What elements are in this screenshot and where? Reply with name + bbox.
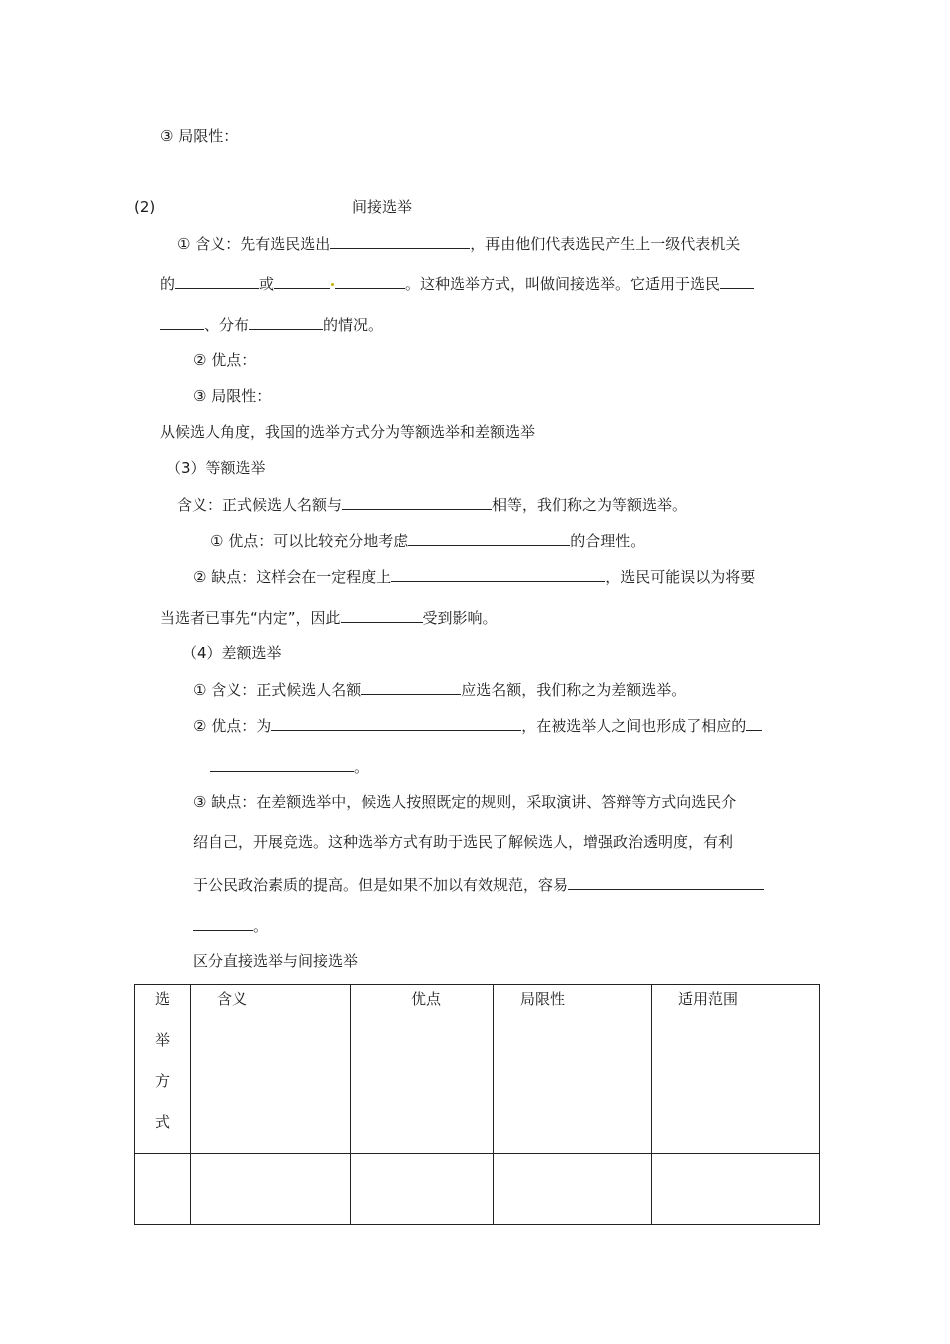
diff-disadvantage-line4 — [193, 915, 268, 935]
header-meaning-cell — [191, 985, 351, 1154]
equal-definition — [177, 494, 687, 514]
fill-blank[interactable] — [175, 273, 259, 289]
diff-advantage-line2 — [210, 756, 369, 776]
table-cell[interactable] — [191, 1154, 351, 1225]
equal-adv-prefix: ① 优点：可以比较充分地考虑 — [210, 532, 409, 550]
fill-blank[interactable] — [160, 314, 204, 330]
fill-blank[interactable] — [193, 915, 253, 931]
equal-def-suffix: 相等，我们称之为等额选举。 — [492, 496, 688, 514]
equal-title: （3）等额选举 — [166, 459, 266, 477]
fill-blank[interactable] — [341, 607, 423, 623]
table-header-row — [135, 985, 820, 1154]
indirect-def-after: ，再由他们代表选民产生上一级代表机关 — [470, 235, 741, 253]
header-advantage-cell — [351, 985, 494, 1154]
indirect-line3-suffix: 的情况。 — [323, 316, 384, 334]
indirect-definition-line1 — [177, 233, 740, 253]
comparison-table — [134, 984, 820, 1225]
diff-disadvantage-line3 — [193, 874, 764, 894]
row-header-char: 式 — [154, 1113, 170, 1131]
diff-disadvantage-line2: 绍自己，开展竞选。这种选举方式有助于选民了解候选人，增强政治透明度，有利 — [193, 833, 734, 851]
header-scope-cell — [652, 985, 820, 1154]
diff-advantage-line1 — [193, 715, 762, 735]
row-header-char: 举 — [154, 1031, 170, 1049]
header-scope: 适用范围 — [678, 990, 739, 1008]
table-cell[interactable] — [135, 1154, 191, 1225]
fill-blank[interactable] — [568, 874, 764, 890]
indirect-def-label: ① 含义：先有选民选出 — [177, 235, 331, 253]
diff-def-suffix: 应选名额，我们称之为差额选举。 — [461, 681, 687, 699]
fill-blank[interactable] — [271, 715, 521, 731]
table-caption: 区分直接选举与间接选举 — [193, 952, 359, 970]
fill-blank[interactable] — [746, 715, 762, 731]
equal-disadvantage-line1 — [193, 566, 755, 586]
indirect-title: 间接选举 — [352, 198, 413, 216]
header-limit-cell — [494, 985, 652, 1154]
diff-adv-prefix: ② 优点：为 — [193, 717, 272, 735]
equal-disadvantage-line2 — [160, 607, 498, 627]
direct-limit-heading: ③ 局限性： — [160, 127, 239, 145]
row-header-char: 方 — [154, 1072, 170, 1090]
fill-blank[interactable] — [274, 273, 330, 289]
indirect-definition-line2 — [160, 273, 754, 293]
diff-def-prefix: ① 含义：正式候选人名额 — [193, 681, 362, 699]
fill-blank[interactable] — [335, 273, 405, 289]
fill-blank[interactable] — [210, 756, 354, 772]
equal-adv-suffix: 的合理性。 — [570, 532, 646, 550]
diff-dis-line3-prefix: 于公民政治素质的提高。但是如果不加以有效规范，容易 — [193, 876, 569, 894]
indirect-line2-or: 或 — [259, 275, 275, 293]
fill-blank[interactable] — [720, 273, 754, 289]
row-header-char: 选 — [154, 990, 170, 1008]
indirect-advantage: ② 优点： — [193, 351, 257, 369]
equal-advantage — [210, 530, 645, 550]
header-limit: 局限性 — [520, 990, 566, 1008]
diff-title: （4）差额选举 — [182, 644, 282, 662]
fill-blank[interactable] — [330, 233, 470, 249]
equal-dis-line2-prefix: 当选者已事先“内定”，因此 — [160, 609, 341, 627]
table-cell[interactable] — [652, 1154, 820, 1225]
diff-adv-suffix: ，在被选举人之间也形成了相应的 — [521, 717, 747, 735]
equal-dis-line2-suffix: 受到影响。 — [422, 609, 498, 627]
indirect-definition-line3 — [160, 314, 383, 334]
diff-adv-line2-suffix: 。 — [354, 758, 370, 776]
equal-def-prefix: 含义：正式候选人名额与 — [177, 496, 343, 514]
fill-blank[interactable] — [391, 566, 605, 582]
diff-dis-line4-suffix: 。 — [253, 917, 269, 935]
candidate-intro: 从候选人角度，我国的选举方式分为等额选举和差额选举 — [160, 423, 536, 441]
table-row — [135, 1154, 820, 1225]
fill-blank[interactable] — [408, 530, 570, 546]
diff-definition — [193, 679, 686, 699]
indirect-line2-prefix: 的 — [160, 275, 176, 293]
equal-dis-suffix: ，选民可能误以为将要 — [605, 568, 756, 586]
indirect-line3-middle: 、分布 — [204, 316, 250, 334]
header-meaning: 含义 — [217, 990, 248, 1008]
indirect-limit: ③ 局限性： — [193, 387, 272, 405]
fill-blank[interactable] — [249, 314, 323, 330]
fill-blank[interactable] — [361, 679, 461, 695]
diff-disadvantage-line1: ③ 缺点：在差额选举中，候选人按照既定的规则，采取演讲、答辩等方式向选民介 — [193, 793, 737, 811]
fill-blank[interactable] — [342, 494, 492, 510]
equal-dis-prefix: ② 缺点：这样会在一定程度上 — [193, 568, 392, 586]
stray-dot — [331, 283, 334, 286]
table-cell[interactable] — [351, 1154, 494, 1225]
indirect-line2-suffix: 。这种选举方式，叫做间接选举。它适用于选民 — [405, 275, 721, 293]
header-advantage: 优点 — [411, 990, 442, 1008]
row-header-cell — [135, 985, 191, 1154]
table-cell[interactable] — [494, 1154, 652, 1225]
indirect-number: (2) — [134, 198, 156, 216]
